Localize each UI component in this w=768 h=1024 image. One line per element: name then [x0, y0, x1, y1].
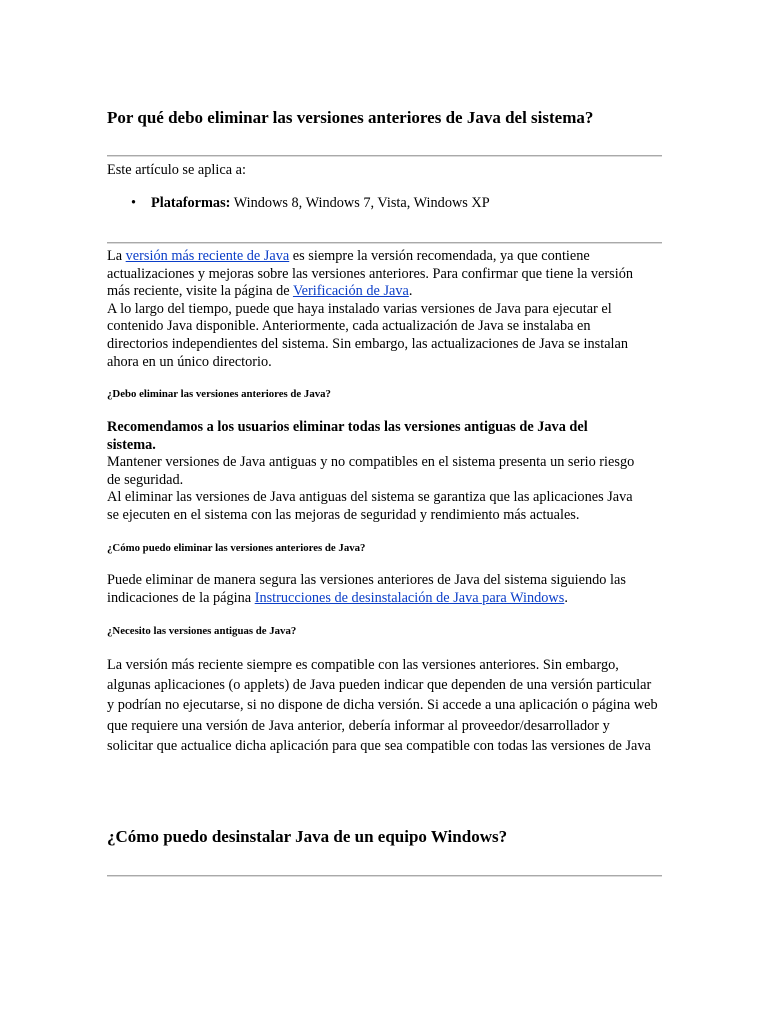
- remove-instructions-paragraph: [107, 572, 657, 607]
- page-title: Por qué debo eliminar las versiones anteriores de Java del sistema?: [107, 108, 594, 127]
- remove-text: .: [564, 589, 568, 606]
- recommendation-bold: Recomendamos a los usuarios eliminar todas las versiones antiguas de Java del sistema.: [107, 419, 588, 453]
- divider: [107, 155, 662, 157]
- security-risk-text: Mantener versiones de Java antiguas y no compatibles en el sistema presenta un serio riesgo de seguridad.: [107, 454, 635, 488]
- platforms-label: Plataformas:: [151, 195, 231, 211]
- platforms-list: [107, 194, 490, 212]
- benefit-text: Al eliminar las versiones de Java antiguas del sistema se garantiza que las aplicaciones Java se ejecuten en el sistema con las mejoras de seguridad y rendimiento más actuales.: [107, 489, 633, 523]
- intro-history-text: A lo largo del tiempo, puede que haya instalado varias versiones de Java para ejecutar el contenido Java disponible. Anteriormente, cada actualización de Java se instalaba en directorios independientes del sistema. Sin embargo, las actualizaciones de Java se instalan ahora en un único directorio.: [107, 300, 629, 370]
- divider: [107, 242, 662, 244]
- question-heading: ¿Debo eliminar las versiones anteriores de Java?: [107, 388, 331, 400]
- intro-paragraph: [107, 248, 637, 371]
- java-verification-link[interactable]: Verificación de Java: [292, 283, 409, 300]
- divider: [107, 875, 662, 877]
- applies-to-label: Este artículo se aplica a:: [107, 162, 246, 178]
- remove-text: Puede eliminar de manera segura las versiones anteriores de Java del sistema siguiendo las indicaciones de la página: [107, 572, 626, 606]
- latest-java-link[interactable]: versión más reciente de Java: [125, 248, 290, 264]
- platforms-value: Windows 8, Windows 7, Vista, Windows XP: [233, 195, 490, 211]
- intro-text: .: [408, 283, 413, 300]
- compatibility-paragraph: La versión más reciente siempre es compatible con las versiones anteriores. Sin embargo, algunas aplicaciones (o applets) de Java pueden indicar que dependen de una versión particular y podrían no ejecutarse, si no dispone de dicha versión. Si accede a una aplicación o página web que requiere una versión de Java anterior, debería informar al proveedor/desarrollador y solicitar que actualice dicha aplicación para que sea compatible con todas las versiones de Java: [107, 657, 658, 754]
- question-heading: ¿Necesito las versiones antiguas de Java?: [107, 625, 297, 637]
- intro-text: La: [107, 248, 126, 264]
- question-heading: ¿Cómo puedo eliminar las versiones anteriores de Java?: [107, 542, 366, 554]
- intro-text: es siempre la versión recomendada, ya que contiene actualizaciones y mejoras sobre las versiones anteriores. Para confirmar que tiene la versión más reciente, visite la página de: [107, 248, 633, 300]
- recommendation-paragraph: [107, 419, 637, 525]
- bullet-icon: •: [131, 195, 137, 211]
- uninstall-instructions-link[interactable]: Instrucciones de desinstalación de Java para Windows: [254, 589, 565, 606]
- platforms-item: [107, 194, 490, 212]
- section-title: ¿Cómo puedo desinstalar Java de un equipo Windows?: [107, 827, 508, 846]
